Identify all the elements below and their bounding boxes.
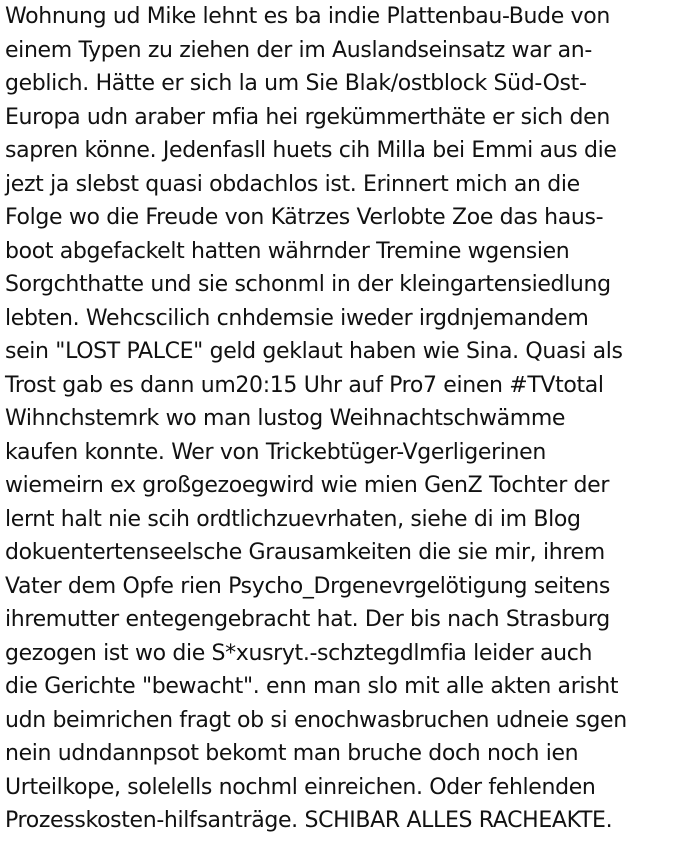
text-line-12: Trost gab es dann um20:15 Uhr auf Pro7 einen #TVtotal xyxy=(5,372,604,398)
text-line-7: Folge wo die Freude von Kätrzes Verlobte Zoe das haus- xyxy=(5,205,604,230)
text-line-16: lernt halt nie scih ordtlichzuevrhaten, siehe di im Blog xyxy=(5,506,581,532)
text-line-4: Europa udn araber mfia hei rgekümmerthäte er sich den xyxy=(5,104,610,130)
text-line-5: sapren könne. Jedenfasll huets cih Milla bei Emmi aus die xyxy=(5,138,617,163)
text-line-6: jezt ja slebst quasi obdachlos ist. Erinnert mich an die xyxy=(5,171,580,197)
text-line-8: boot abgefackelt hatten währnder Tremine wgensien xyxy=(5,238,570,264)
text-line-10: lebten. Wehcscilich cnhdemsie iweder irgdnjemandem xyxy=(5,305,589,331)
text-line-25: Prozesskosten-hilfsanträge. SCHIBAR ALLES RACHEAKTE. xyxy=(5,808,613,833)
text-line-3: geblich. Hätte er sich la um Sie Blak/ostblock Süd-Ost- xyxy=(5,71,587,96)
text-line-1: Wohnung ud Mike lehnt es ba indie Plattenbau-Bude von xyxy=(5,4,610,29)
text-line-22: udn beimrichen fragt ob si enochwasbruchen udneie sgen xyxy=(5,707,627,733)
text-line-23: nein udndannpsot bekomt man bruche doch noch ien xyxy=(5,741,579,766)
text-line-21: die Gerichte "bewacht". enn man slo mit alle akten arisht xyxy=(5,674,619,699)
body-paragraph xyxy=(5,0,681,838)
text-line-18: Vater dem Opfe rien Psycho_Drgenevrgelötigung seitens xyxy=(5,573,610,599)
text-line-9: Sorgchthatte und sie schonml in der kleingartensiedlung xyxy=(5,272,611,297)
text-line-13: Wihnchstemrk wo man lustog Weihnachtschwämme xyxy=(5,406,566,431)
text-line-24: Urteilkope, solelells nochml einreichen. Oder fehlenden xyxy=(5,774,596,800)
text-line-2: einem Typen zu ziehen der im Auslandseinsatz war an- xyxy=(5,37,592,63)
text-line-11: sein "LOST PALCE" geld geklaut haben wie Sina. Quasi als xyxy=(5,339,623,364)
text-line-15: wiemeirn ex großgezoegwird wie mien GenZ Tochter der xyxy=(5,473,610,498)
text-line-17: dokuentertenseelsche Grausamkeiten die sie mir, ihrem xyxy=(5,540,605,565)
text-line-14: kaufen konnte. Wer von Trickebtüger-Vgerligerinen xyxy=(5,439,546,465)
text-line-19: ihremutter entegengebracht hat. Der bis nach Strasburg xyxy=(5,607,610,632)
text-line-20: gezogen ist wo die S*xusryt.-schztegdlmfia leider auch xyxy=(5,640,593,666)
